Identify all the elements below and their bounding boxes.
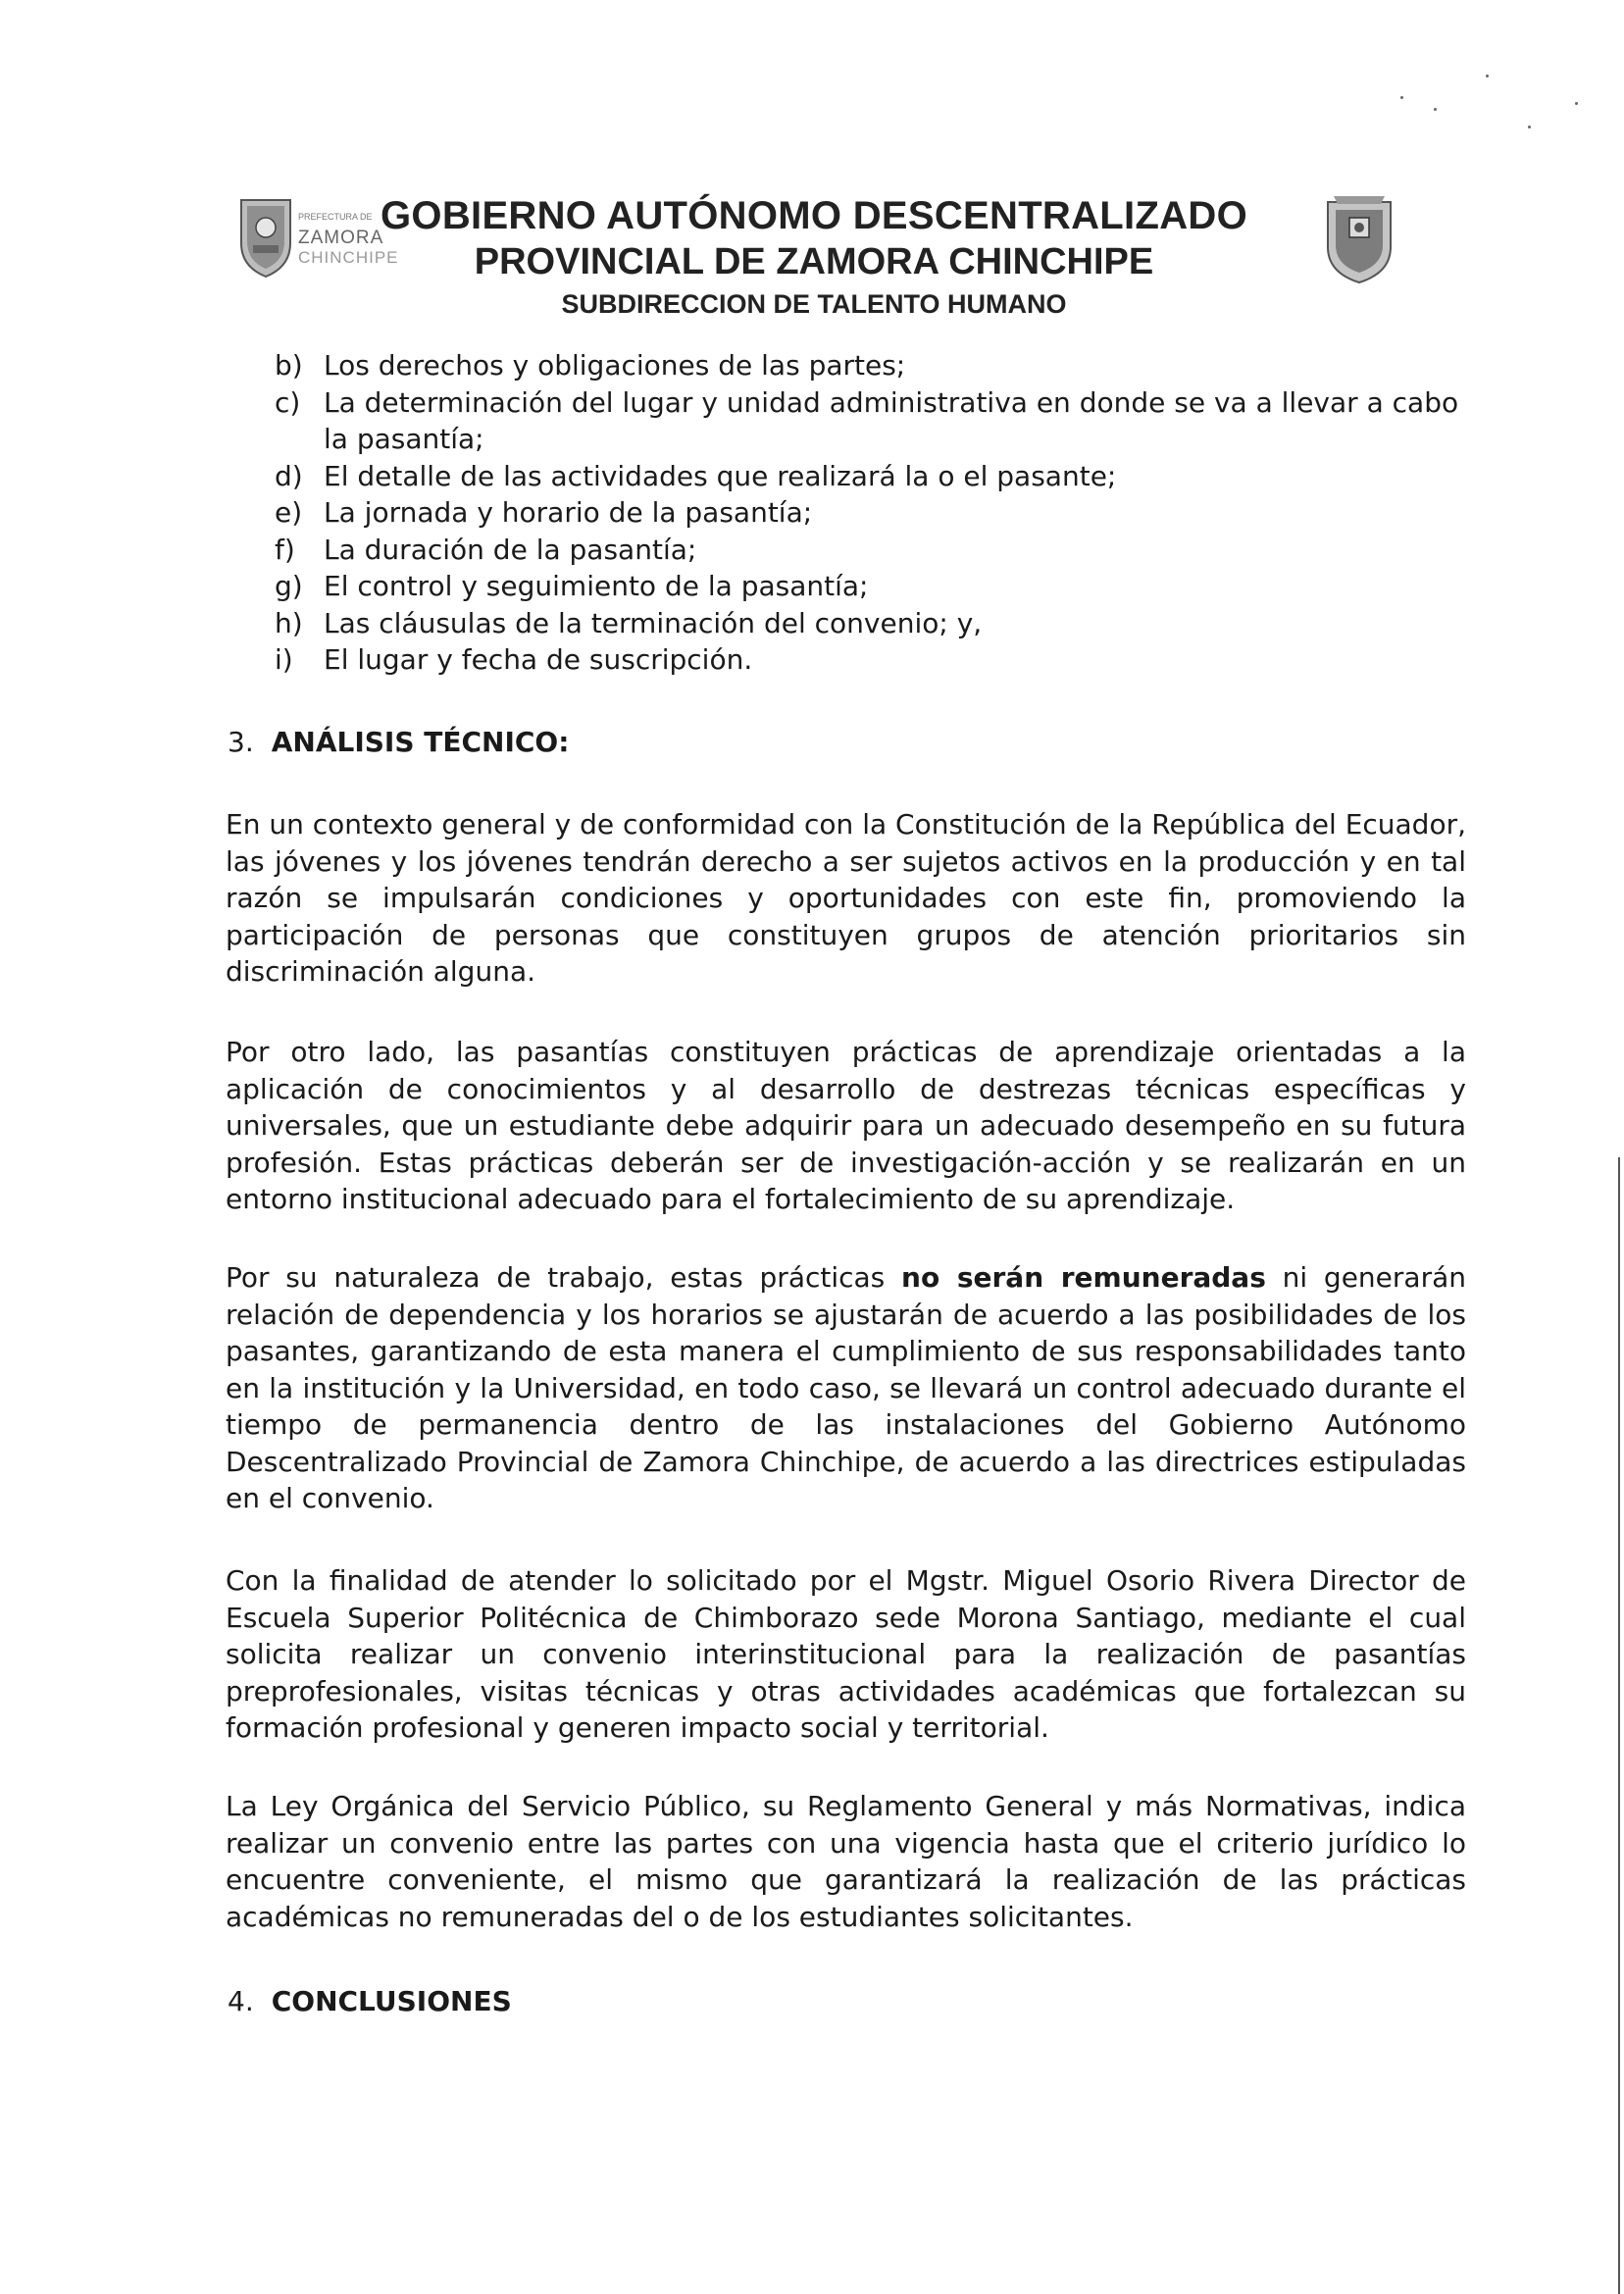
list-item-text: El control y seguimiento de la pasantía; bbox=[324, 570, 869, 602]
list-item bbox=[275, 568, 1471, 605]
list-item bbox=[275, 641, 1471, 679]
list-marker: h) bbox=[275, 606, 303, 639]
scan-speck bbox=[1400, 96, 1403, 99]
paragraph-3-start: Por su naturaleza de trabajo, estas prácticas bbox=[226, 1261, 902, 1294]
header-subtitle: SUBDIRECCION DE TALENTO HUMANO bbox=[561, 289, 1067, 319]
paragraph-2: Por otro lado, las pasantías constituyen prácticas de aprendizaje orientadas a la aplicación de conocimientos y al desarrollo de destrezas técnicas específicas y universales, que un estudiante debe adquirir para un adecuado desempeño en su futura profesión. Estas prácticas deberán ser de investigación-acción y se realizarán en un entorno institucional adecuado para el fortalecimiento de su aprendizaje. bbox=[226, 1036, 1466, 1215]
scan-speck bbox=[1528, 126, 1531, 128]
list-marker: i) bbox=[275, 643, 293, 676]
list-marker: g) bbox=[275, 570, 303, 602]
list-item-text: El detalle de las actividades que realizará la o el pasante; bbox=[324, 459, 1117, 492]
list-item bbox=[275, 605, 1471, 642]
scan-speck bbox=[1486, 75, 1489, 77]
section-title: ANÁLISIS TÉCNICO: bbox=[271, 726, 570, 758]
paragraph-4: Con la finalidad de atender lo solicitado por el Mgstr. Miguel Osorio Rivera Director de Escuela Superior Politécnica de Chimborazo sede Morona Santiago, mediante el cual solicita realizar un convenio interinstitucional para la realización de pasantías preprofesionales, visitas técnicas y otras actividades académicas que fortalezcan su formación profesional y generen impacto social y territorial. bbox=[226, 1564, 1466, 1744]
section-number: 3. bbox=[228, 726, 254, 758]
list-item bbox=[275, 532, 1471, 569]
list-marker: b) bbox=[275, 349, 303, 382]
paragraph-3 bbox=[226, 1259, 1466, 1517]
logo-text-prefectura: PREFECTURA DE bbox=[298, 212, 373, 222]
header-title-line2: PROVINCIAL DE ZAMORA CHINCHIPE bbox=[474, 241, 1154, 282]
list-marker: f) bbox=[275, 533, 295, 566]
requirements-list bbox=[275, 347, 1471, 679]
list-item bbox=[275, 347, 1471, 384]
svg-text:ZAMORA: ZAMORA bbox=[298, 228, 384, 248]
list-item bbox=[275, 384, 1471, 458]
scan-speck bbox=[1575, 102, 1578, 105]
coat-of-arms-icon bbox=[1324, 192, 1395, 285]
section-number: 4. bbox=[228, 1985, 254, 2017]
list-marker: d) bbox=[275, 459, 303, 492]
scan-speck bbox=[1434, 108, 1437, 111]
list-marker: c) bbox=[275, 385, 301, 419]
scan-edge-line bbox=[1618, 1157, 1620, 2294]
section-title: CONCLUSIONES bbox=[271, 1985, 512, 2017]
section-4-heading bbox=[228, 1985, 512, 2017]
list-item-text: La jornada y horario de la pasantía; bbox=[324, 496, 813, 529]
header-title-line1: GOBIERNO AUTÓNOMO DESCENTRALIZADO bbox=[381, 194, 1247, 237]
paragraph-3-end: ni generarán relación de dependencia y los horarios se ajustarán de acuerdo a las posibilidades de los pasantes, garantizando de esta manera el cumplimiento de sus responsabilidades tanto en la institución y la Universidad, en todo caso, se llevará un control adecuado durante el tiempo de permanencia dentro de las instalaciones del Gobierno Autónomo Descentralizado Provincial de Zamora Chinchipe, de acuerdo a las directrices estipuladas en el convenio. bbox=[226, 1261, 1466, 1514]
list-item-text: La duración de la pasantía; bbox=[324, 533, 697, 566]
list-marker: e) bbox=[275, 496, 303, 529]
list-item-text: Las cláusulas de la terminación del convenio; y, bbox=[324, 606, 983, 639]
svg-text:CHINCHIPE: CHINCHIPE bbox=[298, 248, 399, 267]
paragraph-3-emphasis: no serán remuneradas bbox=[901, 1261, 1266, 1294]
list-item-text: La determinación del lugar y unidad administrativa en donde se va a llevar a cabo la pasantía; bbox=[324, 385, 1459, 455]
list-item-text: Los derechos y obligaciones de las partes; bbox=[324, 349, 906, 382]
paragraph-1: En un contexto general y de conformidad con la Constitución de la República del Ecuador, las jóvenes y los jóvenes tendrán derecho a ser sujetos activos en la producción y en tal razón se impulsarán condiciones y oportunidades con este fin, promoviendo la participación de personas que constituyen grupos de atención prioritarios sin discriminación alguna. bbox=[226, 808, 1466, 988]
list-item bbox=[275, 458, 1471, 495]
paragraph-5: La Ley Orgánica del Servicio Público, su Reglamento General y más Normativas, indica realizar un convenio entre las partes con una vigencia hasta que el criterio jurídico lo encuentre conveniente, el mismo que garantizará la realización de las prácticas académicas no remuneradas del o de los estudiantes solicitantes. bbox=[226, 1790, 1466, 1933]
coat-of-arms-logo bbox=[1324, 192, 1395, 285]
list-item-text: El lugar y fecha de suscripción. bbox=[324, 643, 753, 676]
list-item bbox=[275, 494, 1471, 532]
section-3-heading bbox=[228, 726, 569, 758]
